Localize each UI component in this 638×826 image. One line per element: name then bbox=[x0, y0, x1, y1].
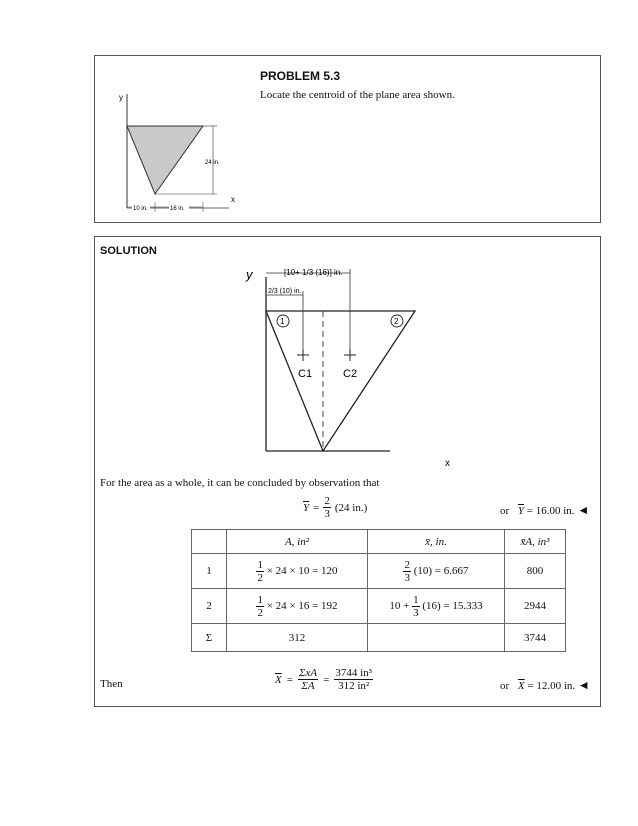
x-bar-symbol: $\overline{X}$ bbox=[275, 673, 282, 686]
sketch-region-1: 1 bbox=[280, 317, 285, 326]
x-fraction-1 bbox=[298, 667, 318, 692]
problem-title: PROBLEM 5.3 bbox=[260, 69, 341, 83]
table-cell-text: (16) = 15.333 bbox=[422, 599, 483, 612]
fig-right-dim: 16 in. bbox=[170, 206, 185, 212]
table-frac-num: 1 bbox=[413, 593, 419, 606]
y-result-value: = 16.00 in. bbox=[526, 505, 575, 517]
x-result bbox=[500, 678, 590, 693]
sketch-inner-dim: 2/3 (10) in. bbox=[268, 288, 302, 295]
table-cell-pre: 10 + bbox=[389, 599, 410, 612]
table-frac-den: 2 bbox=[257, 606, 263, 619]
problem-statement: Locate the centroid of the plane area shown. bbox=[260, 89, 455, 101]
x-result-var: $\overline{X}$ bbox=[517, 680, 525, 692]
table-sum-row bbox=[192, 624, 566, 652]
table-frac-num: 2 bbox=[404, 558, 410, 571]
table-header-row bbox=[192, 530, 566, 554]
then-text: Then bbox=[100, 678, 123, 690]
table-frac-den: 3 bbox=[404, 571, 410, 584]
x-frac2-den: 312 in² bbox=[338, 680, 370, 692]
table-header-cell: A, in² bbox=[227, 530, 368, 554]
solution-sketch bbox=[240, 265, 470, 475]
problem-figure bbox=[109, 86, 239, 216]
sketch-c1-label: C1 bbox=[298, 368, 313, 380]
fig-height-dim: 24 in. bbox=[205, 160, 220, 166]
y-result-or: or bbox=[500, 505, 510, 517]
x-result-marker: ◄ bbox=[577, 678, 590, 692]
table-row bbox=[192, 589, 566, 624]
y-fraction bbox=[323, 495, 331, 520]
table-cell bbox=[368, 554, 505, 589]
table-cell: 800 bbox=[505, 554, 566, 589]
table-cell: 312 bbox=[227, 624, 368, 652]
solution-box bbox=[94, 236, 601, 707]
fig-x-axis-label: x bbox=[231, 195, 235, 204]
y-result-var: $\overline{Y}$ bbox=[517, 505, 525, 517]
triangle-shape bbox=[127, 126, 203, 194]
table-cell: 3744 bbox=[505, 624, 566, 652]
y-paren: (24 in.) bbox=[334, 501, 368, 514]
sketch-y-label: y bbox=[246, 267, 253, 282]
x-result-or: or bbox=[500, 680, 510, 692]
x-eq-sign: = bbox=[286, 673, 293, 686]
centroid-table bbox=[191, 529, 566, 652]
y-bar-symbol: $\overline{Y}$ bbox=[303, 501, 310, 514]
table-cell bbox=[227, 554, 368, 589]
solution-heading: SOLUTION bbox=[100, 245, 157, 257]
table-frac-den: 3 bbox=[413, 606, 419, 619]
y-eq-sign: = bbox=[313, 501, 320, 514]
table-cell-text: (10) = 6.667 bbox=[413, 564, 469, 577]
x-frac1-num: ΣxA bbox=[298, 667, 318, 679]
table-cell: 2 bbox=[192, 589, 227, 624]
y-frac-den: 3 bbox=[324, 508, 330, 520]
sketch-x-label: x bbox=[445, 458, 450, 469]
x-result-value: = 12.00 in. bbox=[527, 680, 576, 692]
table-cell: Σ bbox=[192, 624, 227, 652]
y-frac-num: 2 bbox=[324, 495, 330, 507]
x-frac2-num: 3744 in³ bbox=[335, 667, 372, 679]
table-cell-text: × 24 × 16 = 192 bbox=[266, 599, 338, 612]
table-cell bbox=[368, 624, 505, 652]
x-eq-sign-2: = bbox=[323, 673, 330, 686]
table-frac-num: 1 bbox=[257, 593, 263, 606]
table-frac-num: 1 bbox=[257, 558, 263, 571]
sketch-c2-label: C2 bbox=[343, 368, 358, 380]
problem-box bbox=[94, 55, 601, 223]
fig-y-axis-label: y bbox=[119, 93, 123, 102]
sketch-triangle bbox=[266, 311, 415, 451]
sketch-region-2: 2 bbox=[394, 317, 399, 326]
sketch-top-dim: [10+ 1/3 (16)] in. bbox=[284, 268, 343, 277]
table-cell: 1 bbox=[192, 554, 227, 589]
x-frac1-den: ΣA bbox=[301, 680, 315, 692]
y-equation bbox=[303, 495, 367, 520]
table-row bbox=[192, 554, 566, 589]
table-cell: 2944 bbox=[505, 589, 566, 624]
y-result-marker: ◄ bbox=[577, 503, 590, 517]
table-header-cell: x̄A, in³ bbox=[505, 530, 566, 554]
table-cell-text: × 24 × 10 = 120 bbox=[266, 564, 338, 577]
observation-text: For the area as a whole, it can be concluded by observation that bbox=[100, 477, 380, 489]
table-cell bbox=[368, 589, 505, 624]
y-result bbox=[500, 503, 589, 518]
x-equation bbox=[275, 667, 373, 692]
table-cell bbox=[227, 589, 368, 624]
table-frac-den: 2 bbox=[257, 571, 263, 584]
x-fraction-2 bbox=[334, 667, 373, 692]
table-header-cell bbox=[192, 530, 227, 554]
table-header-cell: x̄, in. bbox=[368, 530, 505, 554]
fig-left-dim: 10 in. bbox=[133, 206, 148, 212]
